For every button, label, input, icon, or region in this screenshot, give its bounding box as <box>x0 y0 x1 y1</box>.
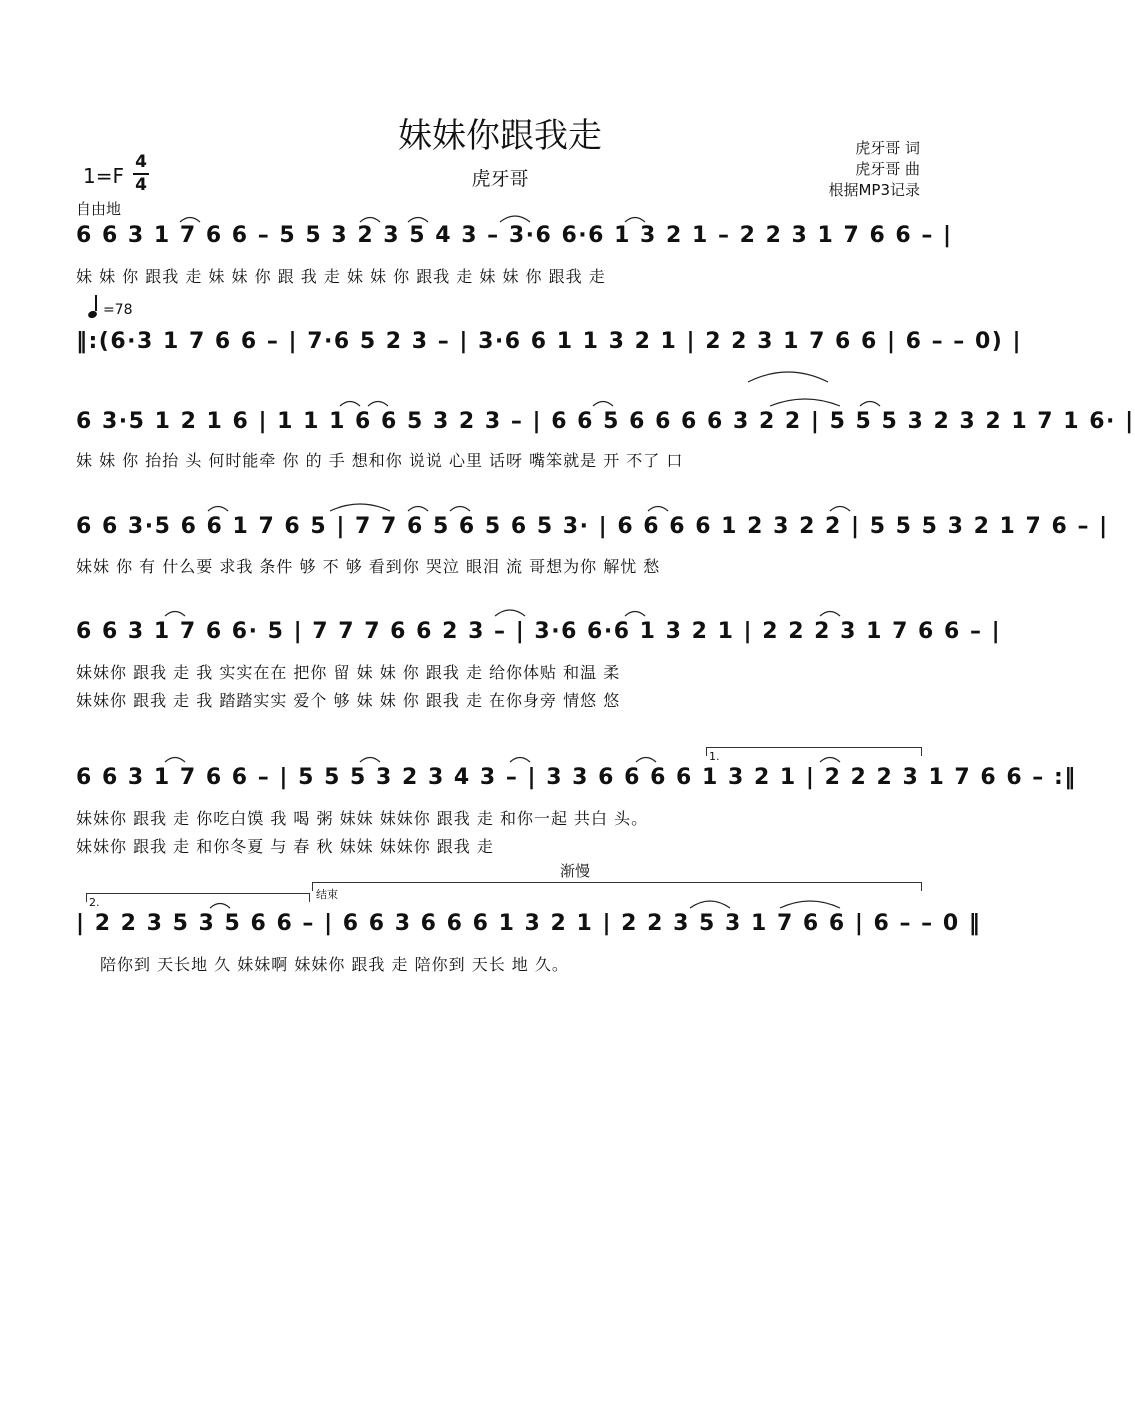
key-signature: 1=F <box>83 164 124 188</box>
lyric-line-6-verse-2: 妹妹你 跟我 走 和你冬夏 与 春 秋 妹妹 妹妹你 跟我 走 <box>76 837 494 856</box>
notation-line-3: 6 3·5 1 2 1 6 | 1 1 1 6 6 5 3 2 3 – | 6 6 5 6 6 6 6 3 2 2 | 5 5 5 3 2 3 2 1 7 1 6· | <box>76 409 1135 434</box>
lyric-line-5-verse-1: 妹妹你 跟我 走 我 实实在在 把你 留 妹 妹 你 跟我 走 给你体贴 和温 柔 <box>76 663 621 682</box>
tempo-value: =78 <box>102 302 133 318</box>
notation-line-6: 6 6 3 1 7 6 6 – | 5 5 5 3 2 3 4 3 – | 3 3 6 6 6 6 1 3 2 1 | 2 2 2 3 1 7 6 6 – :‖ <box>76 765 1077 790</box>
time-signature-bottom: 4 <box>135 175 147 195</box>
score-title: 妹妹你跟我走 <box>398 116 602 156</box>
singer-name: 虎牙哥 <box>471 168 529 190</box>
credit-transcription: 根据MP3记录 <box>828 181 920 199</box>
notation-line-1: 6 6 3 1 7 6 6 – 5 5 3 2 3 5 4 3 – 3·6 6·6 1 3 2 1 – 2 2 3 1 7 6 6 – | <box>76 223 953 248</box>
notation-line-5: 6 6 3 1 7 6 6· 5 | 7 7 7 6 6 2 3 – | 3·6 6·6 1 3 2 1 | 2 2 2 3 1 7 6 6 – | <box>76 619 1002 644</box>
coda-label: 结束 <box>316 888 338 901</box>
lyric-line-6-verse-1: 妹妹你 跟我 走 你吃白馍 我 喝 粥 妹妹 妹妹你 跟我 走 和你一起 共白 头。 <box>76 809 649 828</box>
lyric-line-7: 陪你到 天长地 久 妹妹啊 妹妹你 跟我 走 陪你到 天长 地 久。 <box>100 955 569 974</box>
notation-line-7: | 2 2 3 5 3 5 6 6 – | 6 6 3 6 6 6 1 3 2 1 | 2 2 3 5 3 1 7 6 6 | 6 – – 0 ‖ <box>76 911 982 936</box>
lyric-line-5-verse-2: 妹妹你 跟我 走 我 踏踏实实 爱个 够 妹 妹 你 跟我 走 在你身旁 情悠 悠 <box>76 691 621 710</box>
lyric-line-1: 妹 妹 你 跟我 走 妹 妹 你 跟 我 走 妹 妹 你 跟我 走 妹 妹 你 跟我 走 <box>76 267 606 286</box>
notation-line-4: 6 6 3·5 6 6 1 7 6 5 | 7 7 6 5 6 5 6 5 3· | 6 6 6 6 1 2 3 2 2 | 5 5 5 3 2 1 7 6 – | <box>76 514 1109 539</box>
free-tempo-label: 自由地 <box>76 200 122 218</box>
gradual-slow-label: 渐慢 <box>560 862 591 880</box>
credit-music: 虎牙哥 曲 <box>855 160 920 178</box>
credit-lyrics: 虎牙哥 词 <box>855 139 920 157</box>
ending-1-label: 1. <box>709 750 720 763</box>
notation-line-2: ‖:(6·3 1 7 6 6 – | 7·6 5 2 3 – | 3·6 6 1 1 3 2 1 | 2 2 3 1 7 6 6 | 6 – – 0) | <box>76 329 1023 354</box>
time-signature-top: 4 <box>135 152 147 172</box>
lyric-line-3: 妹 妹 你 抬抬 头 何时能牵 你 的 手 想和你 说说 心里 话呀 嘴笨就是 开 不了 口 <box>76 451 684 470</box>
ending-2-label: 2. <box>89 896 100 909</box>
lyric-line-4: 妹妹 你 有 什么要 求我 条件 够 不 够 看到你 哭泣 眼泪 流 哥想为你 解忧 愁 <box>76 557 661 576</box>
